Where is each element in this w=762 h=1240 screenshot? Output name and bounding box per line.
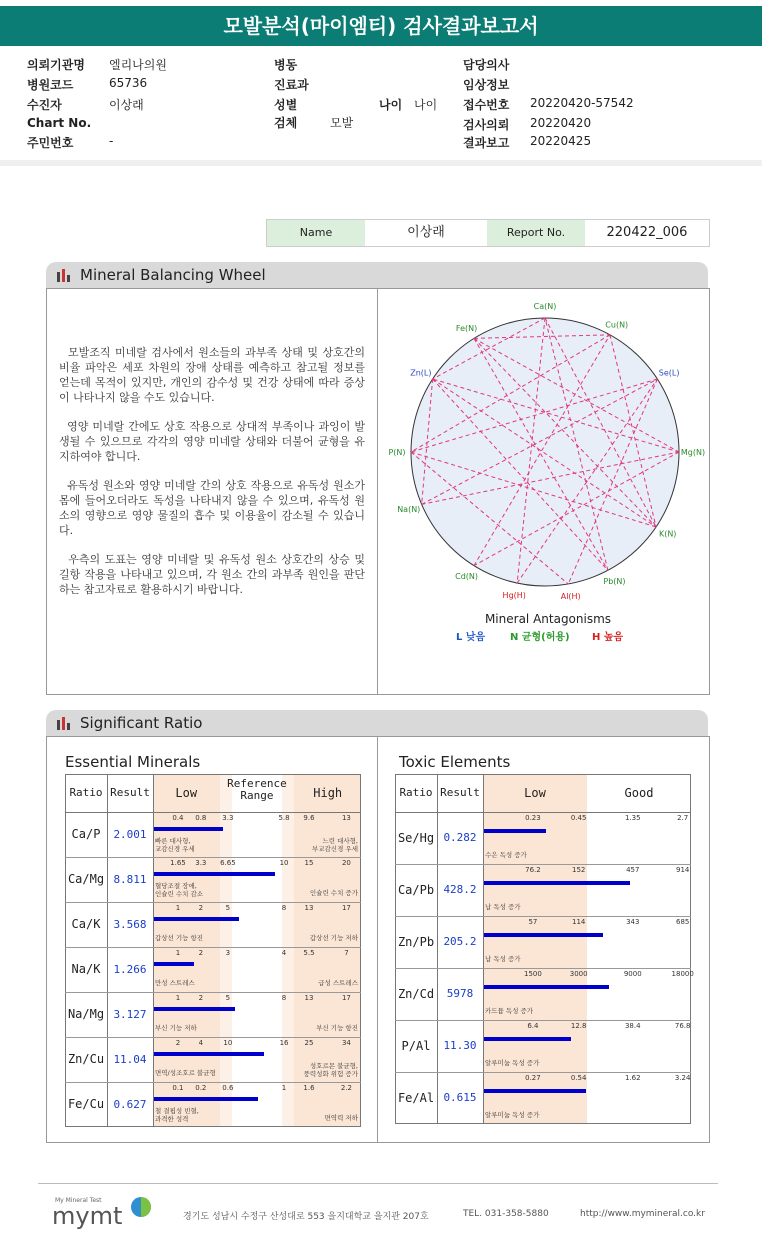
good-header: Good: [624, 786, 654, 800]
header-label: Chart No.: [27, 116, 92, 130]
header-row: [274, 114, 354, 131]
tick-label: 76.8: [674, 1022, 691, 1030]
ratio-section-header: [46, 710, 708, 736]
tick-label: 5.5: [303, 949, 315, 957]
low-note: 카드뮴 독성 증가: [485, 1007, 534, 1015]
low-note: 수은 독성 증가: [485, 851, 527, 859]
tick-label: 13: [341, 814, 351, 822]
result-cell: 428.2: [443, 883, 477, 896]
tick-label: 2.2: [340, 1084, 352, 1092]
low-note: 알루미늄 독성 증가: [485, 1111, 540, 1119]
low-note: 부신 기능 저하: [155, 1024, 197, 1032]
tick-label: 4: [281, 949, 287, 957]
ratio-cell: Na/Mg: [67, 1007, 105, 1021]
wheel-node-label: Na(N): [397, 505, 421, 515]
header-row: [27, 116, 91, 130]
tick-label: 2: [198, 949, 204, 957]
high-note: 면역력 저하: [324, 1114, 358, 1122]
high-note: 느린 대사형, 부교감신경 우세: [311, 837, 358, 853]
tick-label: 0.6: [222, 1084, 234, 1092]
tick-label: 13: [304, 994, 314, 1002]
tick-label: 17: [341, 994, 351, 1002]
header-value: 20220420-57542: [530, 96, 634, 110]
result-bar: [484, 881, 630, 885]
name-label: Name: [267, 220, 365, 246]
result-bar: [154, 1097, 258, 1101]
result-bar: [484, 829, 546, 833]
wheel-node-label: Ca(N): [533, 302, 557, 311]
result-cell: 0.627: [113, 1098, 147, 1111]
tick-label: 2: [198, 994, 204, 1002]
essential-table: [65, 774, 361, 1127]
footer-line: [38, 1183, 718, 1184]
report-label: Report No.: [487, 220, 585, 246]
low-note: 면역/성조호르 불균형: [155, 1069, 216, 1077]
age-value: 나이: [414, 98, 438, 112]
ratio-header: Ratio: [69, 786, 103, 799]
low-header: Low: [175, 786, 198, 800]
high-note: 부신 기능 항진: [316, 1024, 358, 1032]
header-separator: [0, 160, 762, 166]
tick-label: 6.4: [527, 1022, 539, 1030]
tick-label: 0.4: [172, 814, 184, 822]
ratio-cell: Se/Hg: [397, 831, 435, 845]
description-paragraph: 우측의 도표는 영양 미네랄 및 유독성 원소 상호간의 상승 및 길항 작용을 나타내고 있으며, 각 원소 간의 과부족 원인을 판단하는 참고자료로 활용하시기 바랍니다.: [59, 553, 365, 596]
tick-label: 0.8: [195, 814, 207, 822]
tick-label: 3.3: [222, 814, 234, 822]
low-note: 납 독성 증가: [485, 955, 521, 963]
low-note: 철 결핍성 빈혈, 과격한 성격: [155, 1107, 199, 1123]
ratio-cell: Ca/Pb: [397, 883, 435, 897]
tick-label: 38.4: [624, 1022, 641, 1030]
wheel-node-label: P(N): [388, 448, 406, 457]
ratio-cell: Na/K: [71, 962, 101, 976]
low-note: 혈당조절 장애, 인슐린 수치 감소: [155, 882, 204, 898]
header-value: 20220425: [530, 134, 592, 148]
bar-chart-icon: [56, 716, 72, 730]
header-label: 결과보고: [463, 136, 510, 150]
result-bar: [154, 1052, 264, 1056]
header-row: [27, 56, 167, 73]
wheel-node-label: Fe(N): [455, 324, 478, 334]
result-cell: 1.266: [113, 963, 147, 976]
tick-label: 6.65: [220, 859, 236, 867]
toxic-table: [395, 774, 694, 1127]
header-row: [274, 56, 297, 73]
tick-label: 0.45: [570, 814, 587, 822]
header-row: [274, 76, 309, 93]
wheel-node-label: Zn(L): [410, 368, 432, 378]
tick-label: 0.54: [570, 1074, 587, 1082]
wheel-section-header: [46, 262, 708, 288]
result-cell: 0.615: [443, 1091, 477, 1104]
low-note: 납 독성 증가: [485, 903, 521, 911]
result-bar: [154, 917, 239, 921]
tick-label: 5.8: [278, 814, 290, 822]
wheel-node-label: K(N): [658, 529, 677, 539]
result-bar: [154, 962, 194, 966]
bar-chart-icon: [56, 268, 72, 282]
tick-label: 0.27: [525, 1074, 541, 1082]
mineral-wheel: [378, 289, 708, 694]
tick-label: 9.6: [303, 814, 315, 822]
header-label: 접수번호: [463, 98, 510, 112]
tick-label: 2: [175, 1039, 181, 1047]
tick-label: 152: [571, 866, 586, 874]
tick-label: 25: [304, 1039, 314, 1047]
tick-label: 9000: [623, 970, 642, 978]
tick-label: 4: [198, 1039, 204, 1047]
result-cell: 11.04: [113, 1053, 147, 1066]
header-row: [27, 134, 114, 151]
result-bar: [154, 1007, 235, 1011]
description-paragraph: 모발조직 미네랄 검사에서 원소들의 과부족 상태 및 상호간의 비율 파악은 세포 차원의 장애 상태를 예측하고 참고될 정보를 얻는데 목적이 있지만, 개인의 감수성 및 건강 상태에 따라 증상이 나타나지 않을 수도 있습니다.: [59, 346, 365, 404]
logo-mark-icon: [130, 1196, 152, 1218]
ratio-cell: P/Al: [401, 1039, 431, 1053]
tick-label: 1.35: [624, 814, 641, 822]
wheel-node-label: Se(L): [658, 368, 680, 378]
wheel-node-label: Pb(N): [603, 576, 626, 586]
result-bar: [484, 1037, 571, 1041]
tick-label: 16: [279, 1039, 289, 1047]
result-bar: [154, 872, 275, 876]
low-note: 갑상선 기능 항진: [155, 934, 204, 942]
result-cell: 11.30: [443, 1039, 477, 1052]
footer-url[interactable]: http://www.mymineral.co.kr: [580, 1209, 705, 1219]
header-row: [274, 96, 297, 113]
legend-item: H 높음: [592, 632, 624, 643]
age-label: 나이: [379, 98, 403, 112]
header-label: 진료과: [274, 78, 309, 92]
ratio-cell: Fe/Cu: [67, 1097, 105, 1111]
result-cell: 3.568: [113, 918, 147, 931]
header-row: [463, 56, 509, 73]
tick-label: 0.1: [172, 1084, 184, 1092]
result-cell: 0.282: [443, 831, 477, 844]
ratio-section-body: [46, 736, 710, 1143]
ratio-divider: [377, 737, 378, 1142]
header-value: 모발: [330, 116, 354, 130]
tick-label: 8: [281, 904, 287, 912]
tick-label: 20: [341, 859, 351, 867]
tick-label: 57: [528, 918, 538, 926]
age-field: [379, 96, 437, 113]
header-label: 담당의사: [463, 58, 510, 72]
low-band: [483, 775, 587, 1123]
antagonisms-title: Mineral Antagonisms: [484, 612, 612, 626]
wheel-node-label: Cu(N): [605, 320, 629, 330]
low-note: 빠른 대사형, 교감신경 우세: [155, 837, 195, 853]
tick-label: 457: [626, 866, 640, 874]
result-cell: 2.001: [113, 828, 147, 841]
header-row: [27, 76, 148, 93]
tick-label: 5: [225, 994, 231, 1002]
tick-label: 8: [281, 994, 287, 1002]
high-header: High: [313, 786, 343, 800]
logo-caption: My Mineral Test: [55, 1197, 102, 1204]
header-value: 엘리나의원: [109, 58, 167, 72]
tick-label: 10: [279, 859, 289, 867]
tick-label: 34: [341, 1039, 351, 1047]
tick-label: 5: [225, 904, 231, 912]
header-row: [27, 96, 144, 113]
tick-label: 15: [304, 859, 314, 867]
result-cell: 205.2: [443, 935, 477, 948]
tick-label: 13: [304, 904, 314, 912]
result-header: Result: [110, 786, 150, 799]
mymt-logo: [52, 1202, 122, 1230]
header-row: [463, 134, 592, 151]
tick-label: 10: [223, 1039, 233, 1047]
wheel-section-body: [46, 288, 710, 695]
wheel-node-label: Al(H): [560, 591, 581, 601]
header-value: 이상래: [109, 98, 144, 112]
header-label: 검사의뢰: [463, 118, 510, 132]
low-note: 알루미늄 독성 증가: [485, 1059, 540, 1067]
result-header: Result: [440, 786, 480, 799]
header-label: 성별: [274, 98, 298, 112]
tick-label: 12.8: [570, 1022, 587, 1030]
tick-label: 343: [626, 918, 640, 926]
tick-label: 2.7: [677, 814, 689, 822]
tick-label: 3.3: [195, 859, 207, 867]
reference-header: Reference Range: [227, 777, 287, 802]
tick-label: 7: [344, 949, 349, 957]
ratio-cell: Zn/Pb: [397, 935, 435, 949]
header-row: [463, 96, 634, 113]
tick-label: 0.23: [525, 814, 541, 822]
name-bar: [266, 219, 710, 247]
header-label: 검체: [274, 116, 298, 130]
header-label: 주민번호: [27, 136, 74, 150]
tick-label: 3000: [569, 970, 588, 978]
header-label: 병동: [274, 58, 298, 72]
tick-label: 114: [571, 918, 586, 926]
tick-label: 18000: [671, 970, 694, 978]
tick-label: 1: [175, 994, 181, 1002]
high-note: 급성 스트레스: [318, 979, 358, 987]
header-value: 65736: [109, 76, 148, 90]
tick-label: 76.2: [525, 866, 541, 874]
toxic-title: Toxic Elements: [399, 753, 511, 771]
tick-label: 1: [281, 1084, 287, 1092]
legend-item: N 균형(허용): [510, 632, 570, 643]
ratio-header: Ratio: [399, 786, 433, 799]
header-row: [463, 116, 592, 133]
wheel-description: [59, 345, 365, 611]
tick-label: 685: [675, 918, 690, 926]
report-value: 220422_006: [606, 225, 688, 240]
ratio-cell: Ca/P: [71, 827, 101, 841]
name-value: 이상래: [407, 225, 445, 240]
result-cell: 3.127: [113, 1008, 147, 1021]
header-value: -: [109, 134, 114, 148]
header-label: 수진자: [27, 98, 62, 112]
header-label: 임상정보: [463, 78, 510, 92]
tick-label: 3.24: [674, 1074, 691, 1082]
wheel-node-label: Mg(N): [680, 448, 706, 457]
tick-label: 1.65: [170, 859, 186, 867]
ratio-cell: Fe/Al: [397, 1091, 435, 1105]
ratio-cell: Ca/Mg: [67, 872, 105, 886]
high-note: 성호르몬 불균형, 풍력성화 위험 증가: [303, 1062, 358, 1078]
result-bar: [154, 827, 223, 831]
description-paragraph: 유독성 원소와 영양 미네랄 간의 상호 작용으로 유독성 원소가 몸에 들어오더라도 독성을 나타내지 않을 수 있으며, 유독성 원소의 영향으로 영양 물질의 흡수 및 이용율이 감소될 수 있습니다.: [59, 479, 365, 537]
tick-label: 0.2: [195, 1084, 207, 1092]
result-bar: [484, 985, 609, 989]
wheel-node-label: Cd(N): [455, 571, 479, 581]
result-bar: [484, 1089, 586, 1093]
header-row: [463, 76, 509, 93]
tick-label: 17: [341, 904, 351, 912]
description-paragraph: 영양 미네랄 간에도 상호 작용으로 상대적 부족이나 과잉이 발생될 수 있으므로 각각의 영양 미네랄 상태와 더불어 균형을 유지하여야 합니다.: [59, 420, 365, 463]
ratio-cell: Ca/K: [71, 917, 101, 931]
tick-label: 3: [225, 949, 231, 957]
header-label: 병원코드: [27, 78, 74, 92]
header-value: 20220420: [530, 116, 592, 130]
wheel-section-title: Mineral Balancing Wheel: [80, 266, 266, 284]
header-label: 의뢰기관명: [27, 58, 85, 72]
low-header: Low: [524, 786, 546, 800]
tick-label: 2: [198, 904, 204, 912]
tick-label: 1.62: [624, 1074, 641, 1082]
tick-label: 1500: [523, 970, 542, 978]
high-note: 갑상선 기능 저하: [309, 934, 358, 942]
ratio-cell: Zn/Cd: [397, 987, 435, 1001]
footer-address: 경기도 성남시 수정구 산성대로 553 을지대학교 을지관 207호: [183, 1212, 429, 1222]
result-bar: [484, 933, 603, 937]
result-cell: 5978: [446, 987, 474, 1000]
tick-label: 914: [675, 866, 690, 874]
legend-item: L 낮음: [456, 632, 486, 643]
low-note: 만성 스트레스: [155, 979, 195, 987]
high-note: 인슐린 수치 증가: [309, 889, 358, 897]
ratio-cell: Zn/Cu: [67, 1052, 105, 1066]
tick-label: 1: [175, 904, 181, 912]
tick-label: 1: [175, 949, 181, 957]
result-cell: 8.811: [113, 873, 147, 886]
wheel-node-label: Hg(H): [502, 590, 526, 600]
wheel-circle: [411, 318, 679, 586]
logo-text: mymt: [52, 1202, 123, 1230]
report-title: 모발분석(마이엠티) 검사결과보고서: [0, 6, 762, 46]
ratio-section-title: Significant Ratio: [80, 714, 203, 732]
footer-tel: TEL. 031-358-5880: [463, 1209, 549, 1219]
essential-title: Essential Minerals: [65, 753, 201, 771]
tick-label: 1.6: [303, 1084, 315, 1092]
